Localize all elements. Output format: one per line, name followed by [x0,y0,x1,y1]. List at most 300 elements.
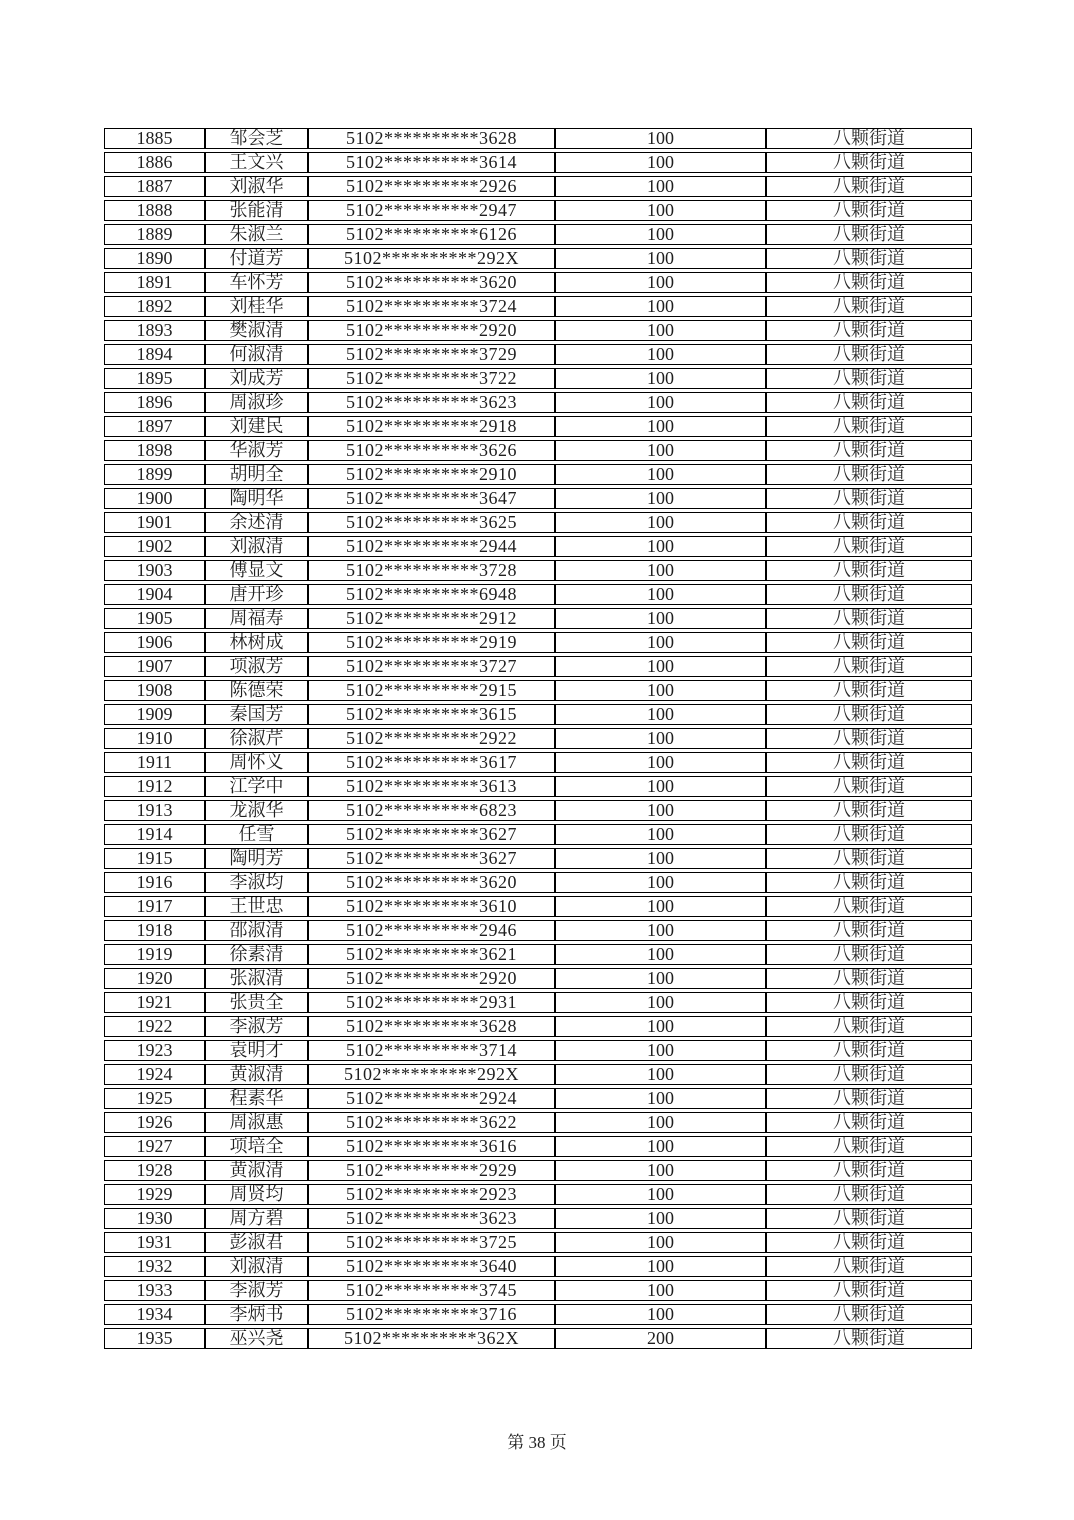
cell-id-masked: 5102**********2915 [308,680,555,701]
cell-district: 八颗街道 [766,608,972,629]
table-row [104,608,972,629]
table-row [104,392,972,413]
cell-amount: 100 [555,584,766,605]
cell-id-masked: 5102**********2910 [308,464,555,485]
cell-name: 唐开珍 [205,584,308,605]
cell-id-masked: 5102**********3627 [308,848,555,869]
cell-id-masked: 5102**********3729 [308,344,555,365]
cell-name: 刘成芳 [205,368,308,389]
cell-amount: 100 [555,464,766,485]
table-row [104,1160,972,1181]
cell-name: 任雪 [205,824,308,845]
cell-district: 八颗街道 [766,1232,972,1253]
table-row [104,1304,972,1325]
cell-name: 邹会芝 [205,128,308,149]
cell-name: 胡明全 [205,464,308,485]
table-row [104,152,972,173]
table-row [104,248,972,269]
cell-id-masked: 5102**********3722 [308,368,555,389]
page-footer: 第 38 页 [507,1433,567,1452]
cell-index: 1927 [104,1136,205,1157]
cell-id-masked: 5102**********2929 [308,1160,555,1181]
cell-index: 1913 [104,800,205,821]
cell-index: 1930 [104,1208,205,1229]
cell-name: 李淑芳 [205,1280,308,1301]
cell-name: 徐淑芹 [205,728,308,749]
cell-amount: 100 [555,536,766,557]
table-row [104,1184,972,1205]
cell-index: 1892 [104,296,205,317]
cell-id-masked: 5102**********3628 [308,1016,555,1037]
table-row [104,488,972,509]
cell-index: 1909 [104,704,205,725]
cell-index: 1910 [104,728,205,749]
cell-district: 八颗街道 [766,344,972,365]
cell-name: 周淑惠 [205,1112,308,1133]
cell-index: 1914 [104,824,205,845]
cell-district: 八颗街道 [766,488,972,509]
cell-district: 八颗街道 [766,704,972,725]
cell-district: 八颗街道 [766,872,972,893]
cell-amount: 100 [555,1208,766,1229]
cell-amount: 100 [555,608,766,629]
cell-amount: 100 [555,368,766,389]
cell-amount: 100 [555,224,766,245]
cell-amount: 100 [555,800,766,821]
cell-amount: 100 [555,320,766,341]
cell-index: 1906 [104,632,205,653]
table-row [104,1232,972,1253]
cell-amount: 100 [555,752,766,773]
cell-name: 林树成 [205,632,308,653]
cell-id-masked: 5102**********292X [308,248,555,269]
table-row [104,128,972,149]
cell-index: 1922 [104,1016,205,1037]
cell-id-masked: 5102**********3725 [308,1232,555,1253]
cell-amount: 100 [555,200,766,221]
cell-name: 李淑芳 [205,1016,308,1037]
cell-district: 八颗街道 [766,320,972,341]
cell-index: 1915 [104,848,205,869]
cell-id-masked: 5102**********3745 [308,1280,555,1301]
cell-index: 1888 [104,200,205,221]
cell-id-masked: 5102**********3620 [308,272,555,293]
cell-name: 彭淑君 [205,1232,308,1253]
cell-amount: 100 [555,848,766,869]
cell-name: 秦国芳 [205,704,308,725]
table-row [104,1136,972,1157]
cell-id-masked: 5102**********2912 [308,608,555,629]
cell-district: 八颗街道 [766,1304,972,1325]
table-row [104,440,972,461]
cell-index: 1916 [104,872,205,893]
cell-amount: 100 [555,896,766,917]
cell-id-masked: 5102**********3610 [308,896,555,917]
cell-index: 1928 [104,1160,205,1181]
cell-name: 刘淑华 [205,176,308,197]
table-row [104,944,972,965]
cell-name: 陶明华 [205,488,308,509]
cell-amount: 100 [555,440,766,461]
table-row [104,200,972,221]
cell-amount: 100 [555,248,766,269]
cell-name: 陶明芳 [205,848,308,869]
table-row [104,344,972,365]
cell-name: 陈德荣 [205,680,308,701]
cell-district: 八颗街道 [766,920,972,941]
cell-district: 八颗街道 [766,1328,972,1349]
table-row [104,512,972,533]
cell-district: 八颗街道 [766,848,972,869]
cell-id-masked: 5102**********3626 [308,440,555,461]
cell-index: 1890 [104,248,205,269]
cell-district: 八颗街道 [766,1256,972,1277]
cell-name: 傅显文 [205,560,308,581]
table-row [104,1088,972,1109]
cell-amount: 100 [555,1256,766,1277]
cell-amount: 100 [555,344,766,365]
cell-index: 1896 [104,392,205,413]
cell-amount: 100 [555,128,766,149]
cell-district: 八颗街道 [766,992,972,1013]
cell-name: 周怀义 [205,752,308,773]
cell-district: 八颗街道 [766,824,972,845]
cell-amount: 100 [555,176,766,197]
cell-name: 王文兴 [205,152,308,173]
cell-id-masked: 5102**********292X [308,1064,555,1085]
table-row [104,224,972,245]
cell-name: 张能清 [205,200,308,221]
cell-amount: 100 [555,656,766,677]
table-row [104,536,972,557]
cell-district: 八颗街道 [766,1136,972,1157]
cell-index: 1889 [104,224,205,245]
table-row [104,584,972,605]
cell-name: 刘桂华 [205,296,308,317]
cell-name: 刘建民 [205,416,308,437]
cell-district: 八颗街道 [766,128,972,149]
cell-amount: 100 [555,992,766,1013]
cell-amount: 100 [555,512,766,533]
cell-id-masked: 5102**********3716 [308,1304,555,1325]
cell-index: 1891 [104,272,205,293]
table-row [104,272,972,293]
cell-name: 徐素清 [205,944,308,965]
cell-district: 八颗街道 [766,464,972,485]
cell-id-masked: 5102**********2919 [308,632,555,653]
cell-id-masked: 5102**********3613 [308,776,555,797]
table-row [104,368,972,389]
cell-name: 邵淑清 [205,920,308,941]
cell-name: 李淑均 [205,872,308,893]
cell-amount: 100 [555,920,766,941]
cell-index: 1926 [104,1112,205,1133]
cell-index: 1935 [104,1328,205,1349]
cell-index: 1917 [104,896,205,917]
cell-name: 朱淑兰 [205,224,308,245]
cell-district: 八颗街道 [766,944,972,965]
cell-name: 刘淑清 [205,536,308,557]
cell-index: 1885 [104,128,205,149]
cell-district: 八颗街道 [766,1016,972,1037]
cell-index: 1921 [104,992,205,1013]
cell-id-masked: 5102**********3647 [308,488,555,509]
cell-index: 1898 [104,440,205,461]
cell-index: 1908 [104,680,205,701]
records-table-body [104,128,972,1349]
cell-index: 1932 [104,1256,205,1277]
cell-id-masked: 5102**********2923 [308,1184,555,1205]
cell-amount: 100 [555,632,766,653]
cell-index: 1907 [104,656,205,677]
cell-id-masked: 5102**********3616 [308,1136,555,1157]
cell-index: 1901 [104,512,205,533]
cell-name: 周福寿 [205,608,308,629]
cell-district: 八颗街道 [766,512,972,533]
cell-index: 1897 [104,416,205,437]
cell-district: 八颗街道 [766,368,972,389]
cell-index: 1912 [104,776,205,797]
cell-name: 程素华 [205,1088,308,1109]
cell-id-masked: 5102**********3615 [308,704,555,725]
cell-id-masked: 5102**********3627 [308,824,555,845]
cell-amount: 100 [555,416,766,437]
cell-index: 1904 [104,584,205,605]
cell-index: 1919 [104,944,205,965]
cell-id-masked: 5102**********2931 [308,992,555,1013]
cell-id-masked: 5102**********3623 [308,1208,555,1229]
cell-amount: 100 [555,1088,766,1109]
cell-amount: 100 [555,1304,766,1325]
cell-id-masked: 5102**********2920 [308,320,555,341]
cell-name: 樊淑清 [205,320,308,341]
cell-amount: 100 [555,1112,766,1133]
table-row [104,656,972,677]
cell-amount: 100 [555,1040,766,1061]
cell-name: 余述清 [205,512,308,533]
cell-id-masked: 5102**********6823 [308,800,555,821]
cell-id-masked: 5102**********3724 [308,296,555,317]
cell-index: 1925 [104,1088,205,1109]
cell-district: 八颗街道 [766,632,972,653]
cell-district: 八颗街道 [766,1040,972,1061]
cell-amount: 100 [555,944,766,965]
cell-district: 八颗街道 [766,176,972,197]
table-row [104,992,972,1013]
table-row [104,632,972,653]
cell-name: 刘淑清 [205,1256,308,1277]
cell-id-masked: 5102**********3628 [308,128,555,149]
cell-district: 八颗街道 [766,752,972,773]
cell-id-masked: 5102**********2946 [308,920,555,941]
cell-name: 袁明才 [205,1040,308,1061]
table-row [104,824,972,845]
cell-id-masked: 5102**********3617 [308,752,555,773]
table-row [104,464,972,485]
cell-district: 八颗街道 [766,680,972,701]
cell-district: 八颗街道 [766,800,972,821]
cell-index: 1900 [104,488,205,509]
cell-index: 1887 [104,176,205,197]
cell-id-masked: 5102**********2918 [308,416,555,437]
cell-id-masked: 5102**********2920 [308,968,555,989]
cell-name: 周方碧 [205,1208,308,1229]
table-row [104,920,972,941]
cell-district: 八颗街道 [766,656,972,677]
table-row [104,968,972,989]
table-row [104,1016,972,1037]
cell-index: 1893 [104,320,205,341]
table-row [104,1040,972,1061]
table-row [104,1280,972,1301]
table-row [104,800,972,821]
cell-district: 八颗街道 [766,776,972,797]
table-row [104,320,972,341]
cell-amount: 100 [555,560,766,581]
cell-index: 1920 [104,968,205,989]
cell-district: 八颗街道 [766,896,972,917]
table-row [104,1064,972,1085]
cell-amount: 100 [555,1232,766,1253]
cell-index: 1895 [104,368,205,389]
cell-name: 黄淑清 [205,1064,308,1085]
cell-district: 八颗街道 [766,1088,972,1109]
cell-index: 1931 [104,1232,205,1253]
cell-name: 巫兴尧 [205,1328,308,1349]
cell-amount: 100 [555,272,766,293]
cell-district: 八颗街道 [766,392,972,413]
cell-district: 八颗街道 [766,1064,972,1085]
cell-id-masked: 5102**********6948 [308,584,555,605]
cell-name: 龙淑华 [205,800,308,821]
cell-name: 何淑清 [205,344,308,365]
cell-district: 八颗街道 [766,1184,972,1205]
table-row [104,728,972,749]
cell-index: 1934 [104,1304,205,1325]
cell-amount: 100 [555,1280,766,1301]
cell-amount: 100 [555,728,766,749]
cell-id-masked: 5102**********2947 [308,200,555,221]
cell-index: 1933 [104,1280,205,1301]
cell-district: 八颗街道 [766,272,972,293]
cell-name: 张贵全 [205,992,308,1013]
cell-index: 1923 [104,1040,205,1061]
cell-name: 周贤均 [205,1184,308,1205]
cell-district: 八颗街道 [766,416,972,437]
cell-district: 八颗街道 [766,224,972,245]
cell-index: 1911 [104,752,205,773]
cell-id-masked: 5102**********3620 [308,872,555,893]
cell-amount: 100 [555,704,766,725]
cell-index: 1899 [104,464,205,485]
table-row [104,776,972,797]
table-row [104,1328,972,1349]
cell-id-masked: 5102**********3625 [308,512,555,533]
table-row [104,176,972,197]
cell-district: 八颗街道 [766,1160,972,1181]
cell-id-masked: 5102**********3622 [308,1112,555,1133]
cell-district: 八颗街道 [766,440,972,461]
cell-id-masked: 5102**********3623 [308,392,555,413]
cell-amount: 100 [555,152,766,173]
cell-name: 王世忠 [205,896,308,917]
cell-id-masked: 5102**********2924 [308,1088,555,1109]
cell-district: 八颗街道 [766,560,972,581]
cell-id-masked: 5102**********3640 [308,1256,555,1277]
cell-name: 项淑芳 [205,656,308,677]
cell-district: 八颗街道 [766,536,972,557]
cell-district: 八颗街道 [766,1208,972,1229]
records-table [104,125,972,1352]
cell-amount: 100 [555,872,766,893]
cell-district: 八颗街道 [766,296,972,317]
cell-id-masked: 5102**********6126 [308,224,555,245]
table-row [104,296,972,317]
table-row [104,896,972,917]
cell-name: 项培全 [205,1136,308,1157]
cell-name: 江学中 [205,776,308,797]
cell-amount: 100 [555,392,766,413]
cell-id-masked: 5102**********3614 [308,152,555,173]
cell-district: 八颗街道 [766,1280,972,1301]
table-row [104,680,972,701]
cell-name: 华淑芳 [205,440,308,461]
table-row [104,416,972,437]
table-row [104,848,972,869]
cell-id-masked: 5102**********2922 [308,728,555,749]
cell-amount: 100 [555,488,766,509]
cell-amount: 100 [555,824,766,845]
cell-district: 八颗街道 [766,968,972,989]
cell-index: 1924 [104,1064,205,1085]
table-row [104,752,972,773]
cell-amount: 100 [555,776,766,797]
cell-name: 付道芳 [205,248,308,269]
cell-amount: 100 [555,1016,766,1037]
cell-index: 1886 [104,152,205,173]
cell-id-masked: 5102**********2944 [308,536,555,557]
cell-id-masked: 5102**********3727 [308,656,555,677]
cell-index: 1905 [104,608,205,629]
cell-district: 八颗街道 [766,200,972,221]
cell-amount: 100 [555,1064,766,1085]
cell-index: 1918 [104,920,205,941]
cell-amount: 100 [555,296,766,317]
cell-name: 黄淑清 [205,1160,308,1181]
cell-district: 八颗街道 [766,1112,972,1133]
table-row [104,1256,972,1277]
cell-district: 八颗街道 [766,728,972,749]
cell-district: 八颗街道 [766,584,972,605]
cell-district: 八颗街道 [766,248,972,269]
cell-index: 1902 [104,536,205,557]
cell-index: 1903 [104,560,205,581]
cell-amount: 100 [555,1184,766,1205]
cell-id-masked: 5102**********3714 [308,1040,555,1061]
cell-amount: 100 [555,968,766,989]
table-row [104,560,972,581]
cell-index: 1929 [104,1184,205,1205]
table-row [104,704,972,725]
cell-name: 张淑清 [205,968,308,989]
cell-id-masked: 5102**********2926 [308,176,555,197]
cell-id-masked: 5102**********3728 [308,560,555,581]
cell-amount: 100 [555,1136,766,1157]
cell-id-masked: 5102**********362X [308,1328,555,1349]
cell-name: 车怀芳 [205,272,308,293]
cell-district: 八颗街道 [766,152,972,173]
cell-amount: 100 [555,680,766,701]
